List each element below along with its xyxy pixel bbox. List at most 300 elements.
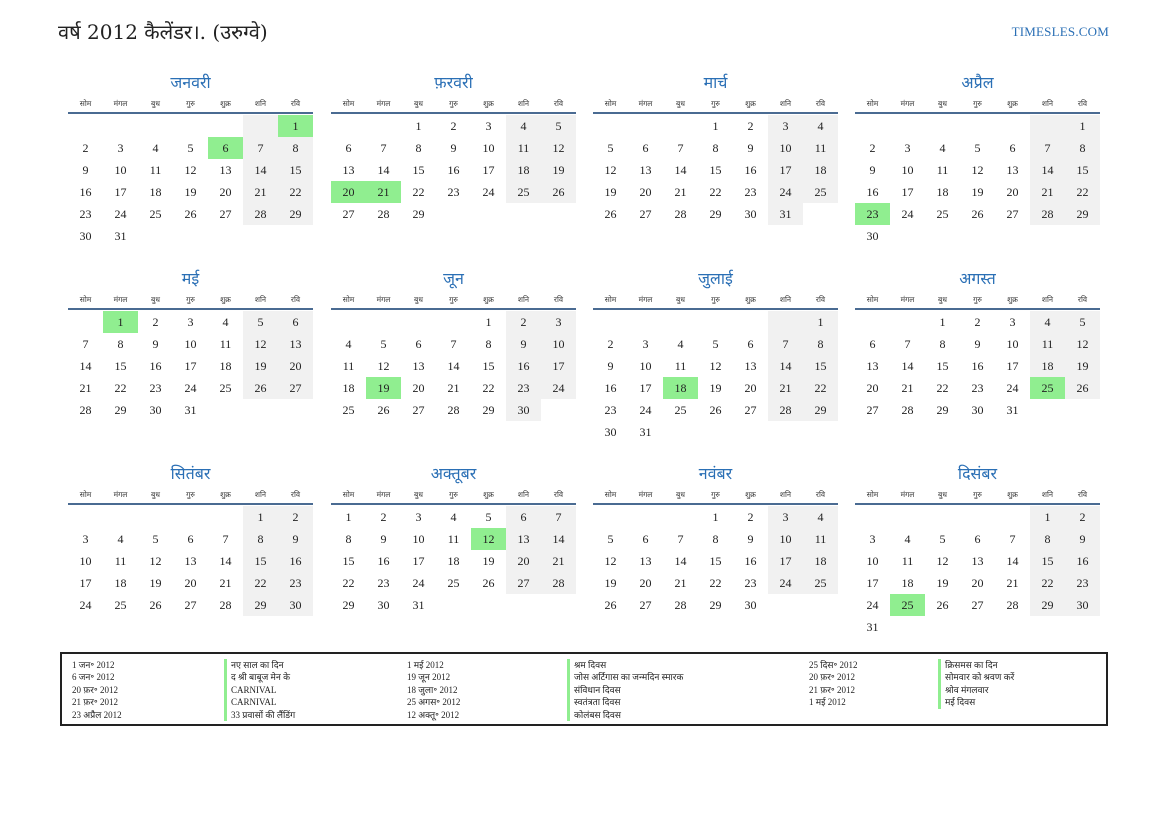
legend-date: 25 दिस॰ 2012 <box>809 660 858 670</box>
weekday-header <box>855 96 1100 114</box>
day-cell: 23 <box>506 377 541 399</box>
empty-cell <box>138 115 173 137</box>
day-cell: 13 <box>866 359 879 373</box>
weekday-label: सोम <box>866 490 879 499</box>
day-cell: 10 <box>184 337 197 351</box>
day-cell: 29 <box>342 598 355 612</box>
day-cell: 29 <box>243 594 278 616</box>
day-cell: 11 <box>901 554 914 568</box>
day-cell: 2 <box>869 141 876 155</box>
day-cell: 17 <box>541 355 576 377</box>
day-cell: 16 <box>377 554 390 568</box>
day-cell: 14 <box>243 159 278 181</box>
day-cell: 8 <box>243 528 278 550</box>
day-cell: 20 <box>506 550 541 572</box>
day-cell: 8 <box>415 141 422 155</box>
day-cell: 23 <box>447 185 460 199</box>
day-cell: 27 <box>744 403 757 417</box>
day-cell: 10 <box>412 532 425 546</box>
legend-names-col-3 <box>938 659 1014 709</box>
day-cell: 6 <box>345 141 352 155</box>
day-cell: 29 <box>412 207 425 221</box>
day-cell: 14 <box>79 359 92 373</box>
legend-holiday-name: 33 प्रवासों की लैंडिंग <box>231 709 296 720</box>
day-cell: 10 <box>114 163 127 177</box>
day-cell: 12 <box>936 554 949 568</box>
day-cell: 8 <box>803 333 838 355</box>
weekday-header <box>593 487 838 505</box>
day-cell: 13 <box>412 359 425 373</box>
day-cell: 1 <box>712 510 719 524</box>
day-cell: 7 <box>677 532 684 546</box>
empty-cell <box>663 311 698 333</box>
weekday-label: बुध <box>414 490 423 499</box>
day-cell: 5 <box>1065 311 1100 333</box>
day-cell: 22 <box>803 377 838 399</box>
day-cell: 19 <box>604 185 617 199</box>
day-cell: 28 <box>377 207 390 221</box>
day-grid <box>855 115 1100 247</box>
empty-cell <box>208 506 243 528</box>
day-cell: 22 <box>243 572 278 594</box>
day-cell: 1 <box>939 315 946 329</box>
day-cell: 25 <box>149 207 162 221</box>
day-cell: 12 <box>971 163 984 177</box>
weekday-label: शुक्र <box>483 295 494 304</box>
day-cell: 29 <box>709 598 722 612</box>
day-cell: 3 <box>117 141 124 155</box>
day-cell: 28 <box>243 203 278 225</box>
legend-holiday-name: श्रम दिवस <box>574 660 607 670</box>
day-cell: 21 <box>219 576 232 590</box>
day-cell: 1 <box>243 506 278 528</box>
day-cell: 18 <box>219 359 232 373</box>
month-name: जनवरी <box>170 73 211 92</box>
empty-cell <box>331 115 366 137</box>
day-cell: 17 <box>79 576 92 590</box>
day-grid <box>593 115 838 225</box>
month-block <box>68 266 313 421</box>
month-name: जुलाई <box>698 269 733 288</box>
day-cell: 17 <box>866 576 879 590</box>
day-cell: 2 <box>747 119 754 133</box>
day-cell: 11 <box>219 337 232 351</box>
day-cell: 19 <box>184 185 197 199</box>
empty-cell <box>855 506 890 528</box>
day-cell: 30 <box>744 598 757 612</box>
day-cell: 14 <box>377 163 390 177</box>
day-cell: 22 <box>709 576 722 590</box>
day-cell: 12 <box>604 163 617 177</box>
empty-cell <box>995 506 1030 528</box>
weekday-label: शनि <box>1041 490 1054 499</box>
day-cell: 14 <box>1006 554 1019 568</box>
day-cell: 9 <box>450 141 457 155</box>
day-cell: 2 <box>1065 506 1100 528</box>
month-name: फ़रवरी <box>434 73 473 92</box>
day-cell: 16 <box>744 163 757 177</box>
day-cell: 16 <box>278 550 313 572</box>
legend-date: 21 फ़र॰ 2012 <box>809 684 855 695</box>
day-cell: 20 <box>639 185 652 199</box>
day-cell: 7 <box>1030 137 1065 159</box>
day-cell: 16 <box>744 554 757 568</box>
weekday-label: रवि <box>815 490 826 499</box>
legend-date: 21 फ़र॰ 2012 <box>72 697 118 708</box>
month-name: अगस्त <box>959 269 996 288</box>
day-cell: 22 <box>1030 572 1065 594</box>
weekday-label: शनि <box>779 99 792 108</box>
day-cell: 18 <box>803 159 838 181</box>
day-cell: 18 <box>1030 355 1065 377</box>
day-cell: 25 <box>674 403 687 417</box>
day-cell: 27 <box>184 598 197 612</box>
empty-cell <box>855 311 890 333</box>
weekday-label: बुध <box>938 295 947 304</box>
day-cell: 5 <box>380 337 387 351</box>
day-cell: 16 <box>149 359 162 373</box>
day-cell: 19 <box>541 159 576 181</box>
weekday-label: शुक्र <box>220 490 231 499</box>
day-cell: 19 <box>149 576 162 590</box>
day-cell: 15 <box>482 359 495 373</box>
weekday-label: सोम <box>604 99 617 108</box>
day-cell: 4 <box>677 337 684 351</box>
day-cell: 7 <box>380 141 387 155</box>
brand-link[interactable]: TIMESLES.COM <box>1011 24 1109 39</box>
day-cell: 9 <box>1065 528 1100 550</box>
day-cell: 1 <box>415 119 422 133</box>
month-block <box>593 461 838 616</box>
weekday-label: सोम <box>342 99 355 108</box>
legend-holiday-name: स्वतंत्रता दिवस <box>574 697 621 708</box>
day-cell: 11 <box>803 528 838 550</box>
day-cell: 5 <box>939 532 946 546</box>
day-cell: 6 <box>747 337 754 351</box>
weekday-label: बुध <box>151 99 160 108</box>
weekday-label: सोम <box>604 490 617 499</box>
day-cell: 3 <box>1009 315 1016 329</box>
day-cell: 7 <box>82 337 89 351</box>
day-cell: 9 <box>607 359 614 373</box>
day-cell: 16 <box>447 163 460 177</box>
legend-dates-col-2 <box>407 659 460 721</box>
day-cell: 22 <box>482 381 495 395</box>
day-cell: 6 <box>642 141 649 155</box>
day-cell: 28 <box>768 399 803 421</box>
weekday-label: बुध <box>676 99 685 108</box>
day-cell: 27 <box>639 207 652 221</box>
day-cell: 25 <box>803 181 838 203</box>
weekday-label: शनि <box>517 99 530 108</box>
day-cell: 10 <box>482 141 495 155</box>
day-cell: 14 <box>1030 159 1065 181</box>
day-cell: 17 <box>412 554 425 568</box>
day-cell: 4 <box>803 115 838 137</box>
day-cell: 30 <box>604 425 617 439</box>
day-cell: 15 <box>709 554 722 568</box>
day-cell: 27 <box>506 572 541 594</box>
day-cell: 30 <box>506 399 541 421</box>
legend-holiday-name: संविधान दिवस <box>574 684 621 695</box>
weekday-label: गुरु <box>449 99 458 108</box>
day-cell: 13 <box>219 163 232 177</box>
weekday-header <box>68 96 313 114</box>
day-cell: 7 <box>904 337 911 351</box>
empty-cell <box>103 115 138 137</box>
day-cell: 25 <box>936 207 949 221</box>
weekday-label: शनि <box>779 490 792 499</box>
day-cell: 25 <box>342 403 355 417</box>
weekday-label: सोम <box>604 295 617 304</box>
day-cell: 4 <box>904 532 911 546</box>
holiday-day-cell: 23 <box>855 203 890 225</box>
day-cell: 11 <box>506 137 541 159</box>
weekday-header <box>593 96 838 114</box>
day-cell: 23 <box>278 572 313 594</box>
day-cell: 6 <box>974 532 981 546</box>
weekday-label: गुरु <box>711 295 720 304</box>
weekday-label: शुक्र <box>1007 490 1018 499</box>
day-cell: 20 <box>971 576 984 590</box>
day-cell: 30 <box>278 594 313 616</box>
day-cell: 5 <box>541 115 576 137</box>
day-cell: 10 <box>79 554 92 568</box>
day-cell: 28 <box>674 598 687 612</box>
day-cell: 21 <box>768 377 803 399</box>
day-cell: 29 <box>1065 203 1100 225</box>
day-cell: 12 <box>377 359 390 373</box>
day-cell: 3 <box>82 532 89 546</box>
day-cell: 18 <box>936 185 949 199</box>
empty-cell <box>401 311 436 333</box>
day-cell: 7 <box>541 506 576 528</box>
empty-cell <box>593 506 628 528</box>
day-cell: 30 <box>866 229 879 243</box>
day-cell: 11 <box>447 532 460 546</box>
day-cell: 11 <box>114 554 127 568</box>
day-grid <box>331 311 576 421</box>
legend-holiday-name: द श्री बाबूज मेन के <box>231 672 291 683</box>
day-cell: 2 <box>506 311 541 333</box>
day-cell: 20 <box>744 381 757 395</box>
day-cell: 6 <box>869 337 876 351</box>
empty-cell <box>138 506 173 528</box>
empty-cell <box>366 311 401 333</box>
legend-date: 12 अक्तू॰ 2012 <box>407 709 460 720</box>
day-cell: 11 <box>342 359 355 373</box>
legend-holiday-name: कोलंबस दिवस <box>574 709 622 720</box>
empty-cell <box>890 311 925 333</box>
empty-cell <box>628 311 663 333</box>
weekday-header <box>331 487 576 505</box>
day-cell: 15 <box>114 359 127 373</box>
day-grid <box>68 311 313 421</box>
day-cell: 19 <box>482 554 495 568</box>
day-cell: 19 <box>971 185 984 199</box>
day-cell: 28 <box>79 403 92 417</box>
weekday-label: मंगल <box>900 490 915 499</box>
day-cell: 25 <box>114 598 127 612</box>
day-cell: 11 <box>1030 333 1065 355</box>
day-cell: 9 <box>869 163 876 177</box>
legend-holiday-name: मई दिवस <box>945 697 976 708</box>
day-cell: 7 <box>243 137 278 159</box>
day-cell: 3 <box>869 532 876 546</box>
day-cell: 3 <box>485 119 492 133</box>
day-cell: 15 <box>936 359 949 373</box>
day-cell: 26 <box>709 403 722 417</box>
day-cell: 21 <box>79 381 92 395</box>
weekday-label: सोम <box>79 490 92 499</box>
weekday-label: सोम <box>342 490 355 499</box>
day-cell: 29 <box>936 403 949 417</box>
day-cell: 26 <box>604 598 617 612</box>
day-cell: 4 <box>803 506 838 528</box>
empty-cell <box>663 115 698 137</box>
day-cell: 26 <box>604 207 617 221</box>
day-cell: 2 <box>607 337 614 351</box>
weekday-label: रवि <box>290 490 301 499</box>
day-cell: 24 <box>768 181 803 203</box>
empty-cell <box>628 115 663 137</box>
weekday-label: शुक्र <box>745 490 756 499</box>
weekday-label: रवि <box>1077 295 1088 304</box>
legend-holiday-name: CARNIVAL <box>231 684 277 695</box>
day-cell: 26 <box>149 598 162 612</box>
month-block <box>331 461 576 616</box>
day-cell: 2 <box>747 510 754 524</box>
day-cell: 12 <box>604 554 617 568</box>
day-cell: 6 <box>415 337 422 351</box>
day-cell: 8 <box>278 137 313 159</box>
day-cell: 13 <box>1006 163 1019 177</box>
day-cell: 23 <box>149 381 162 395</box>
legend-date: 19 जून 2012 <box>407 672 451 683</box>
holiday-legend <box>60 652 1108 726</box>
day-cell: 16 <box>506 355 541 377</box>
empty-cell <box>1030 115 1065 137</box>
month-name: अक्तूबर <box>430 464 477 483</box>
day-cell: 18 <box>149 185 162 199</box>
legend-date: 20 फ़र॰ 2012 <box>809 672 855 683</box>
day-grid <box>331 115 576 225</box>
day-grid <box>68 115 313 247</box>
day-cell: 23 <box>79 207 92 221</box>
day-cell: 18 <box>506 159 541 181</box>
weekday-label: रवि <box>553 490 564 499</box>
empty-cell <box>925 506 960 528</box>
day-cell: 31 <box>412 598 425 612</box>
month-block <box>593 266 838 443</box>
day-cell: 17 <box>184 359 197 373</box>
day-cell: 8 <box>1030 528 1065 550</box>
legend-date: 1 मई 2012 <box>809 697 846 708</box>
empty-cell <box>173 115 208 137</box>
day-cell: 26 <box>377 403 390 417</box>
day-cell: 13 <box>278 333 313 355</box>
day-cell: 27 <box>639 598 652 612</box>
empty-cell <box>436 311 471 333</box>
day-cell: 18 <box>901 576 914 590</box>
day-cell: 5 <box>243 311 278 333</box>
day-cell: 23 <box>604 403 617 417</box>
day-cell: 8 <box>345 532 352 546</box>
day-cell: 30 <box>1065 594 1100 616</box>
day-cell: 20 <box>412 381 425 395</box>
day-grid <box>331 506 576 616</box>
day-cell: 28 <box>901 403 914 417</box>
day-cell: 6 <box>187 532 194 546</box>
day-cell: 24 <box>541 377 576 399</box>
weekday-label: शनि <box>254 99 267 108</box>
day-cell: 2 <box>974 315 981 329</box>
day-cell: 5 <box>152 532 159 546</box>
day-cell: 18 <box>342 381 355 395</box>
weekday-label: बुध <box>676 295 685 304</box>
day-cell: 20 <box>219 185 232 199</box>
weekday-label: मंगल <box>638 490 653 499</box>
legend-date: 18 जुला॰ 2012 <box>407 684 458 695</box>
month-block <box>593 70 838 225</box>
day-cell: 8 <box>939 337 946 351</box>
day-cell: 24 <box>639 403 652 417</box>
day-cell: 12 <box>149 554 162 568</box>
day-cell: 30 <box>744 207 757 221</box>
empty-cell <box>208 115 243 137</box>
day-cell: 3 <box>768 115 803 137</box>
day-cell: 13 <box>639 163 652 177</box>
day-cell: 21 <box>674 576 687 590</box>
day-cell: 25 <box>447 576 460 590</box>
day-cell: 29 <box>1030 594 1065 616</box>
empty-cell <box>855 115 890 137</box>
weekday-label: बुध <box>151 490 160 499</box>
day-cell: 4 <box>345 337 352 351</box>
day-cell: 27 <box>278 377 313 399</box>
day-cell: 9 <box>747 532 754 546</box>
empty-cell <box>68 115 103 137</box>
weekday-label: गुरु <box>973 490 982 499</box>
day-cell: 14 <box>901 359 914 373</box>
day-cell: 21 <box>243 181 278 203</box>
day-cell: 25 <box>506 181 541 203</box>
month-name: मई <box>181 269 200 288</box>
day-cell: 28 <box>541 572 576 594</box>
day-cell: 29 <box>114 403 127 417</box>
day-cell: 1 <box>345 510 352 524</box>
day-cell: 7 <box>677 141 684 155</box>
day-cell: 16 <box>866 185 879 199</box>
day-cell: 22 <box>1065 181 1100 203</box>
day-cell: 3 <box>415 510 422 524</box>
holiday-day-cell: 6 <box>208 137 243 159</box>
day-grid <box>593 311 838 443</box>
day-cell: 22 <box>709 185 722 199</box>
day-cell: 23 <box>971 381 984 395</box>
day-cell: 13 <box>744 359 757 373</box>
day-cell: 1 <box>485 315 492 329</box>
day-cell: 2 <box>278 506 313 528</box>
day-cell: 12 <box>243 333 278 355</box>
empty-cell <box>733 311 768 333</box>
day-cell: 27 <box>342 207 355 221</box>
weekday-label: मंगल <box>900 99 915 108</box>
weekday-label: मंगल <box>900 295 915 304</box>
month-name: नवंबर <box>698 464 733 483</box>
day-cell: 24 <box>184 381 197 395</box>
legend-names-col-1 <box>224 659 295 721</box>
